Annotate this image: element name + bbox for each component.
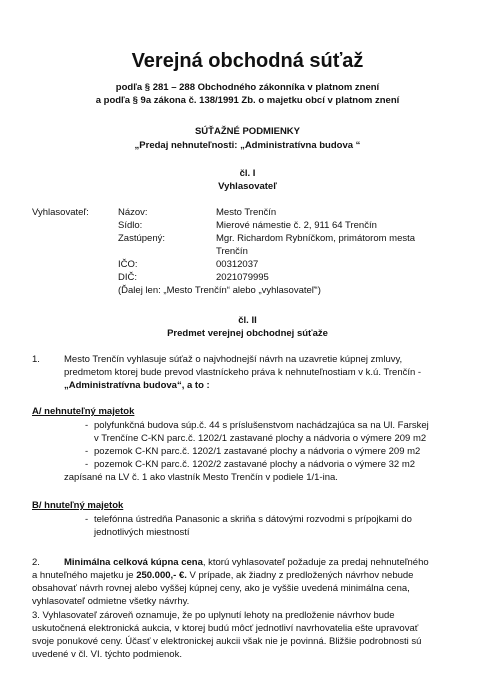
bullet-dash: - [85,420,89,431]
paragraph-2-line: Minimálna celková kúpna cena, ktorú vyhlasovateľ požaduje za predaj nehnuteľného [64,557,429,568]
minimum-price-label: Minimálna celková kúpna cena [64,557,203,568]
paragraph-3-line: uskutočnená elektronická aukcia, v ktorej budú môcť jednotliví navrhovatelia ešte upravovať [32,623,419,634]
announcer-row-value-cont: Trenčín [216,246,248,257]
bullet-dash: - [85,446,89,457]
legal-basis-line-2: a podľa § 9a zákona č. 138/1991 Zb. o majetku obcí v platnom znení [95,95,400,106]
paragraph-1-number: 1. [32,354,40,365]
paragraph-2-line: vyhlasovateľ odmietne všetky návrhy. [32,596,190,607]
announcer-row-value: 2021079995 [216,272,269,283]
paragraph-1-line: Mesto Trenčín vyhlasuje súťaž o najvhodnejší návrh na uzavretie kúpnej zmluvy, [64,354,403,365]
announcer-row-label: IČO: [118,259,138,270]
bullet-dash: - [85,514,89,525]
announcer-row-label: Sídlo: [118,220,143,231]
bullet-dash: - [85,459,89,470]
announcer-row-label: DIČ: [118,272,137,283]
property-item-line: v Trenčíne C-KN parc.č. 1202/1 zastavané plochy a nádvoria o výmere 209 m2 [94,433,427,444]
announcer-row-value: Mesto Trenčín [216,207,277,218]
article-2-title: Predmet verejnej obchodnej súťaže [167,328,328,339]
paragraph-3-line: svoje ponukové ceny. Účasť v elektronickej aukcii však nie je povinná. Bližšie podrobnosti sú [32,636,422,647]
document-title: Verejná obchodná súťaž [131,50,364,72]
announcer-label: Vyhlasovateľ: [32,207,89,218]
section-b-heading: B/ hnuteľný majetok [32,500,124,511]
movable-item-line: jednotlivých miestností [94,527,190,538]
article-1-number: čl. I [239,168,256,179]
section-a-note: zapísané na LV č. 1 ako vlastník Mesto Trenčín v podiele 1/1-ina. [64,472,338,483]
announcer-row-value: 00312037 [216,259,259,270]
paragraph-1-line: predmetom ktorej bude prevod vlastníckeho práva k nehnuteľnostiam v k.ú. Trenčín - [64,367,422,378]
property-item-line: pozemok C-KN parc.č. 1202/2 zastavané plochy a nádvoria o výmere 32 m2 [94,459,416,470]
article-1-title: Vyhlasovateľ [218,181,277,192]
paragraph-3-line: 3. Vyhlasovateľ zároveň oznamuje, že po uplynutí lehoty na predloženie návrhov bude [32,610,395,621]
paragraph-2-line: obsahovať návrh rovnej alebo vyššej kúpnej ceny, ako je vyššie uvedená minimálna cena, [32,583,410,594]
property-name: „Administratívna budova“ [64,380,182,391]
minimum-price-value: 250.000,- €. [136,570,187,581]
announcer-row-value: Mierové námestie č. 2, 911 64 Trenčín [216,220,377,231]
conditions-heading: SÚŤAŽNÉ PODMIENKY [194,126,301,137]
movable-item-line: telefónna ústredňa Panasonic a skriňa s dátovými rozvodmi s prípojkami do [94,514,412,525]
paragraph-2-line: a hnuteľného majetku je 250.000,- €. V prípade, ak žiadny z predložených návrhov nebude [32,570,414,581]
paragraph-3-line: uvedené v čl. VI. týchto podmienok. [32,649,182,660]
legal-basis-line-1: podľa § 281 – 288 Obchodného zákonníka v platnom znení [115,82,380,93]
property-item-line: pozemok C-KN parc.č. 1202/1 zastavané plochy a nádvoria o výmere 209 m2 [94,446,421,457]
announcer-row-label: Názov: [118,207,148,218]
paragraph-1-line: „Administratívna budova“, a to : [64,380,210,391]
announcer-note: (Ďalej len: „Mesto Trenčín“ alebo „vyhlasovateľ“) [118,285,321,296]
announcer-row-value: Mgr. Richardom Rybníčkom, primátorom mesta [216,233,416,244]
paragraph-2-number: 2. [32,557,40,568]
property-item-line: polyfunkčná budova súp.č. 44 s príslušenstvom nachádzajúca sa na Ul. Farskej [94,420,429,431]
article-2-number: čl. II [238,315,257,326]
section-a-heading: A/ nehnuteľný majetok [32,406,135,417]
announcer-row-label: Zastúpený: [118,233,165,244]
conditions-subheading: „Predaj nehnuteľnosti: „Administratívna budova “ [134,140,361,151]
